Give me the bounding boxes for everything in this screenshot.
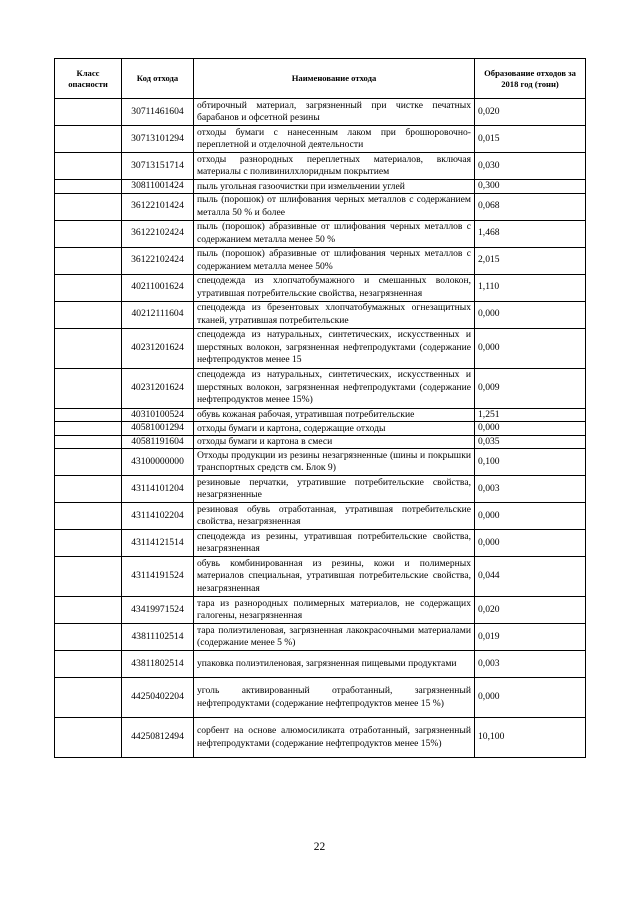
waste-name-cell: [194, 449, 475, 476]
waste-amount-cell: 1,110: [475, 274, 586, 301]
table-row: [55, 624, 586, 651]
hazard-class-cell: [55, 557, 122, 597]
table-row: [55, 422, 586, 436]
waste-name-text: тара из разнородных полимерных материалов, не содержащих галогены, незагрязненная: [197, 597, 471, 621]
waste-name-text: отходы бумаги с нанесенным лаком при брошюровочно-переплетной и отделочной деятельности: [197, 126, 471, 150]
hazard-class-cell: [55, 651, 122, 678]
waste-name-cell: [194, 624, 475, 651]
table-row: [55, 99, 586, 126]
waste-amount-cell: 10,100: [475, 718, 586, 758]
waste-code-cell: 43114191524: [122, 557, 194, 597]
table-row: [55, 328, 586, 368]
hazard-class-cell: [55, 476, 122, 503]
waste-name-text: обувь кожаная рабочая, утратившая потребительские: [197, 409, 415, 421]
waste-name-cell: [194, 301, 475, 328]
waste-name-text: резиновые перчатки, утратившие потребительские свойства, незагрязненные: [197, 476, 471, 500]
table-row: [55, 530, 586, 557]
waste-code-cell: 40581191604: [122, 435, 194, 449]
hazard-class-cell: [55, 247, 122, 274]
waste-amount-cell: 0,020: [475, 597, 586, 624]
waste-amount-cell: 0,000: [475, 530, 586, 557]
waste-name-cell: [194, 126, 475, 153]
hazard-class-cell: [55, 530, 122, 557]
hazard-class-cell: [55, 99, 122, 126]
table-row: [55, 193, 586, 220]
waste-name-cell: [194, 422, 475, 436]
waste-amount-cell: 0,003: [475, 651, 586, 678]
waste-name-cell: [194, 328, 475, 368]
waste-code-cell: 43100000000: [122, 449, 194, 476]
waste-name-text: спецодежда из натуральных, синтетических, искусственных и шерстяных волокон, загрязненная нефтепродуктами (содержание нефтепродуктов менее 15%): [197, 369, 471, 406]
waste-code-cell: 40231201624: [122, 368, 194, 408]
waste-name-text: сорбент на основе алюмосиликата отработанный, загрязненный нефтепродуктами (содержание нефтепродуктов менее 15%): [197, 725, 471, 749]
hazard-class-cell: [55, 301, 122, 328]
waste-name-text: обтирочный материал, загрязненный при чистке печатных барабанов и офсетной резины: [197, 99, 471, 123]
waste-code-cell: 43811102514: [122, 624, 194, 651]
waste-name-text: отходы бумаги и картона, содержащие отходы: [197, 422, 386, 434]
waste-code-cell: 30713151714: [122, 153, 194, 180]
page-number: 22: [313, 841, 326, 853]
table-row: [55, 557, 586, 597]
waste-name-text: пыль (порошок) от шлифования черных металлов с содержанием металла 50 % и более: [197, 194, 471, 218]
waste-name-text: резиновая обувь отработанная, утратившая потребительские свойства, незагрязненная: [197, 503, 471, 527]
table-row: [55, 180, 586, 194]
table-row: [55, 597, 586, 624]
waste-name-text: обувь комбинированная из резины, кожи и полимерных материалов специальная, утратившая потребительские свойства, незагрязненная: [197, 557, 471, 594]
waste-name-text: уголь активированный отработанный, загрязненный нефтепродуктами (содержание нефтепродуктов менее 15 %): [197, 685, 471, 709]
waste-name-cell: [194, 99, 475, 126]
table-row: [55, 153, 586, 180]
waste-name-cell: [194, 153, 475, 180]
waste-code-cell: 40212111604: [122, 301, 194, 328]
waste-name-cell: [194, 220, 475, 247]
waste-name-text: отходы разнородных переплетных материалов, включая материалы с поливинилхлоридным покрытием: [197, 153, 471, 177]
waste-name-cell: [194, 408, 475, 422]
waste-amount-cell: 0,035: [475, 435, 586, 449]
waste-amount-cell: 0,100: [475, 449, 586, 476]
hazard-class-cell: [55, 126, 122, 153]
waste-name-text: спецодежда из хлопчатобумажного и смешанных волокон, утратившая потребительские свойства, незагрязненная: [197, 275, 471, 299]
hazard-class-cell: [55, 624, 122, 651]
waste-name-cell: [194, 368, 475, 408]
waste-amount-cell: 0,020: [475, 99, 586, 126]
waste-name-cell: [194, 530, 475, 557]
waste-code-cell: 43419971524: [122, 597, 194, 624]
table-row: [55, 718, 586, 758]
waste-code-cell: 36122101424: [122, 193, 194, 220]
waste-amount-cell: 0,030: [475, 153, 586, 180]
table-row: [55, 503, 586, 530]
waste-name-cell: [194, 557, 475, 597]
waste-code-cell: 36122102424: [122, 247, 194, 274]
waste-code-cell: 43811802514: [122, 651, 194, 678]
header-hazard-class: Класс опасности: [55, 59, 122, 99]
waste-name-cell: [194, 435, 475, 449]
waste-code-cell: 44250402204: [122, 678, 194, 718]
waste-code-cell: 43114102204: [122, 503, 194, 530]
hazard-class-cell: [55, 678, 122, 718]
waste-amount-cell: 0,000: [475, 503, 586, 530]
waste-code-cell: 30711461604: [122, 99, 194, 126]
hazard-class-cell: [55, 449, 122, 476]
hazard-class-cell: [55, 193, 122, 220]
table-row: [55, 220, 586, 247]
waste-amount-cell: 0,000: [475, 422, 586, 436]
waste-code-cell: 43114121514: [122, 530, 194, 557]
hazard-class-cell: [55, 408, 122, 422]
waste-code-cell: 30713101294: [122, 126, 194, 153]
waste-code-cell: 36122102424: [122, 220, 194, 247]
hazard-class-cell: [55, 180, 122, 194]
table-body: [55, 99, 586, 758]
waste-amount-cell: 0,000: [475, 301, 586, 328]
waste-name-cell: [194, 503, 475, 530]
table-row: [55, 435, 586, 449]
waste-amount-cell: 0,015: [475, 126, 586, 153]
waste-code-cell: 30811001424: [122, 180, 194, 194]
waste-amount-cell: 0,003: [475, 476, 586, 503]
waste-name-text: упаковка полиэтиленовая, загрязненная пищевыми продуктами: [197, 657, 457, 669]
waste-code-cell: 43114101204: [122, 476, 194, 503]
waste-amount-cell: 0,068: [475, 193, 586, 220]
hazard-class-cell: [55, 328, 122, 368]
waste-name-cell: [194, 718, 475, 758]
table-row: [55, 449, 586, 476]
hazard-class-cell: [55, 368, 122, 408]
table-row: [55, 651, 586, 678]
hazard-class-cell: [55, 503, 122, 530]
table-row: [55, 301, 586, 328]
waste-amount-cell: 0,300: [475, 180, 586, 194]
waste-name-cell: [194, 476, 475, 503]
waste-amount-cell: 1,468: [475, 220, 586, 247]
hazard-class-cell: [55, 422, 122, 436]
waste-amount-cell: 0,044: [475, 557, 586, 597]
waste-name-text: отходы бумаги и картона в смеси: [197, 436, 333, 448]
waste-amount-cell: 2,015: [475, 247, 586, 274]
table-row: [55, 247, 586, 274]
waste-name-cell: [194, 193, 475, 220]
waste-code-cell: 40211001624: [122, 274, 194, 301]
waste-name-cell: [194, 274, 475, 301]
waste-amount-cell: 0,000: [475, 678, 586, 718]
waste-name-text: спецодежда из резины, утратившая потребительские свойства, незагрязненная: [197, 530, 471, 554]
waste-name-cell: [194, 678, 475, 718]
waste-name-cell: [194, 597, 475, 624]
table-row: [55, 274, 586, 301]
waste-generation-table: [54, 58, 586, 758]
hazard-class-cell: [55, 153, 122, 180]
waste-amount-cell: 0,009: [475, 368, 586, 408]
waste-name-text: тара полиэтиленовая, загрязненная лакокрасочными материалами (содержание менее 5 %): [197, 624, 471, 648]
header-waste-code: Код отхода: [122, 59, 194, 99]
waste-name-text: пыль (порошок) абразивные от шлифования черных металлов с содержанием металла менее 50 %: [197, 221, 471, 245]
waste-name-cell: [194, 180, 475, 194]
table-header-row: [55, 59, 586, 99]
waste-amount-cell: 0,019: [475, 624, 586, 651]
waste-code-cell: 40231201624: [122, 328, 194, 368]
waste-name-text: пыль угольная газоочистки при измельчении углей: [197, 180, 405, 192]
table-row: [55, 476, 586, 503]
waste-amount-cell: 1,251: [475, 408, 586, 422]
waste-amount-cell: 0,000: [475, 328, 586, 368]
table-row: [55, 368, 586, 408]
waste-name-text: пыль (порошок) абразивные от шлифования черных металлов с содержанием металла менее 50%: [197, 248, 471, 272]
waste-name-text: спецодежда из натуральных, синтетических, искусственных и шерстяных волокон, загрязненная нефтепродуктами (содержание нефтепродуктов менее 15: [197, 329, 471, 366]
waste-code-cell: 44250812494: [122, 718, 194, 758]
waste-code-cell: 40310100524: [122, 408, 194, 422]
hazard-class-cell: [55, 274, 122, 301]
waste-code-cell: 40581001294: [122, 422, 194, 436]
table-row: [55, 678, 586, 718]
waste-name-cell: [194, 651, 475, 678]
table-row: [55, 126, 586, 153]
waste-name-text: спецодежда из брезентовых хлопчатобумажных огнезащитных тканей, утратившая потребительские: [197, 302, 471, 326]
hazard-class-cell: [55, 435, 122, 449]
header-waste-name: Наименование отхода: [194, 59, 475, 99]
table-row: [55, 408, 586, 422]
hazard-class-cell: [55, 718, 122, 758]
waste-name-cell: [194, 247, 475, 274]
header-amount-2018: Образование отходов за 2018 год (тонн): [475, 59, 586, 99]
hazard-class-cell: [55, 597, 122, 624]
hazard-class-cell: [55, 220, 122, 247]
waste-name-text: Отходы продукции из резины незагрязненные (шины и покрышки транспортных средств см. Блок 9): [197, 449, 471, 473]
